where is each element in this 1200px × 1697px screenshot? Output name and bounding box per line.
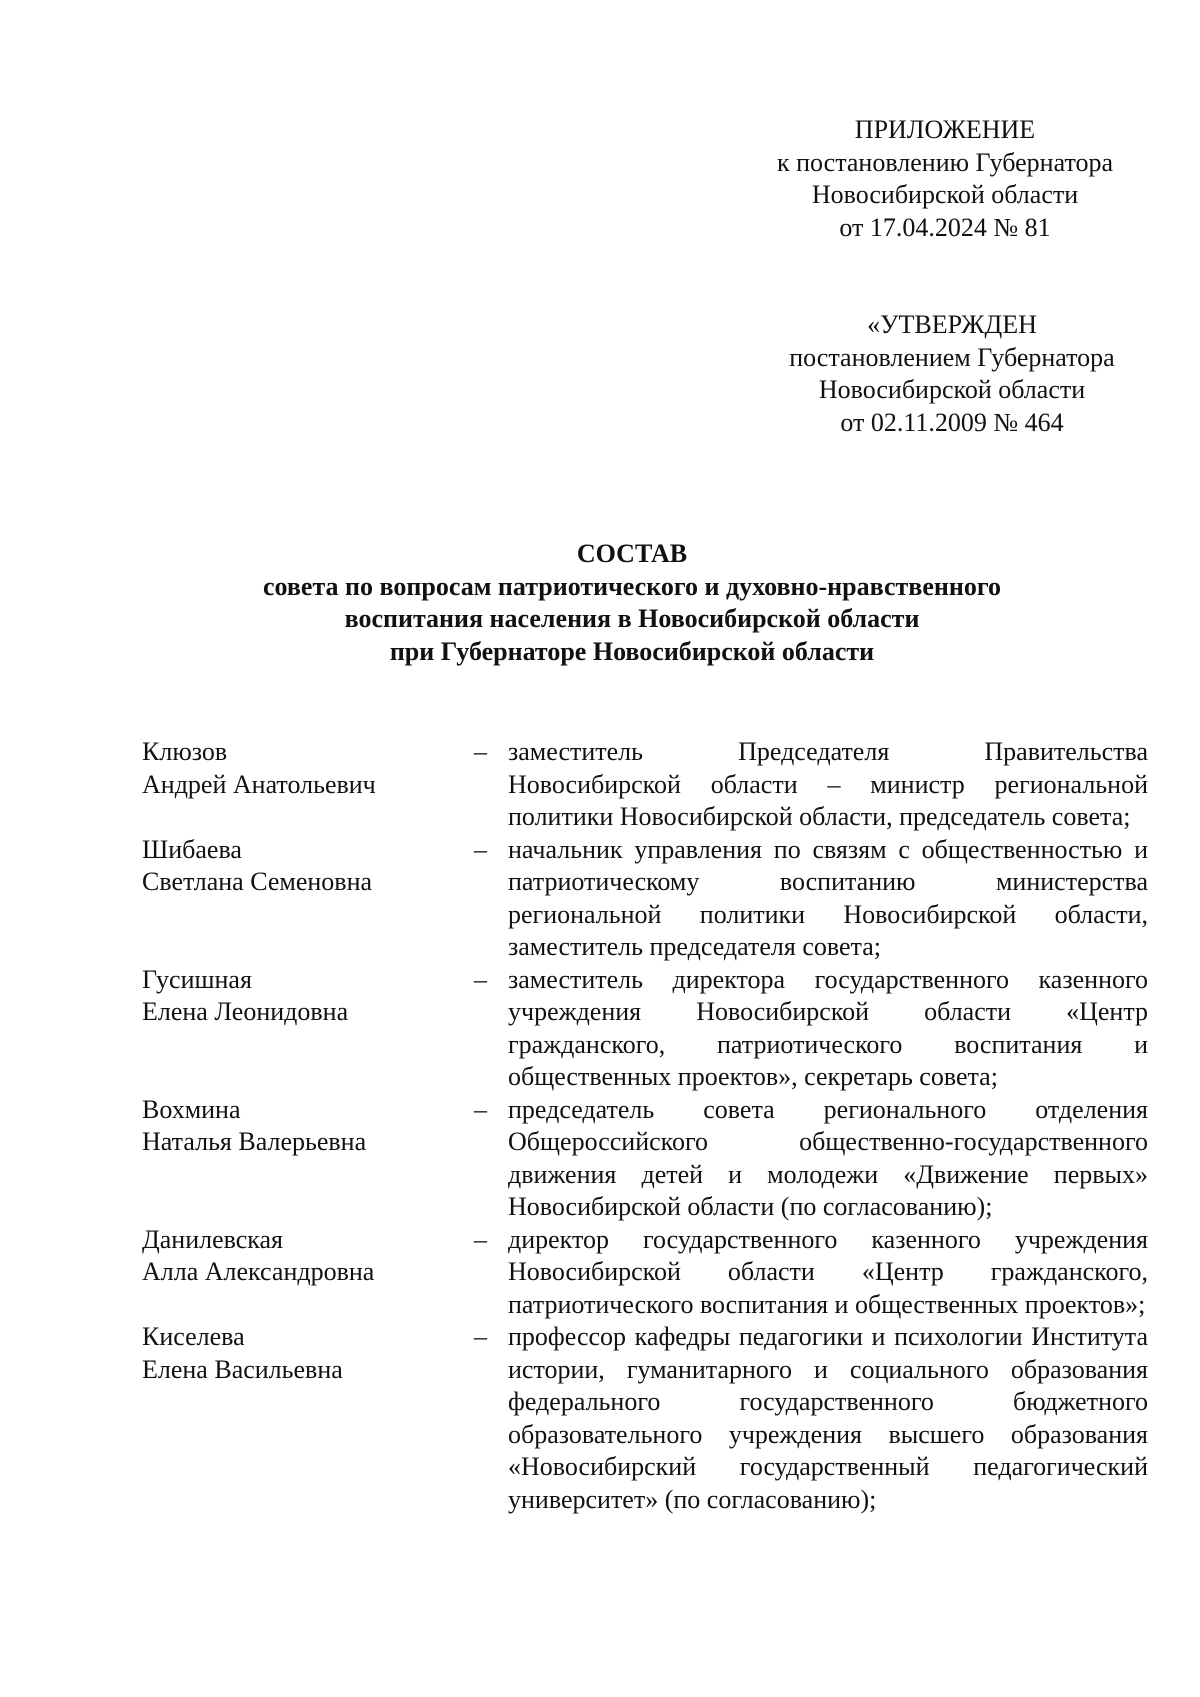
member-dash: – (474, 964, 487, 994)
approved-line-2: Новосибирской области (818, 375, 1086, 404)
member-entry (142, 964, 1148, 1094)
member-given-names: Светлана Семеновна (142, 867, 373, 896)
member-dash: – (474, 1094, 487, 1124)
member-name (142, 964, 464, 1094)
member-given-names: Алла Александровна (142, 1257, 375, 1286)
member-name (142, 1094, 464, 1224)
member-role: директор государственного казенного учреждения Новосибирской области «Центр гражданского, патриотического воспитания и общественных проектов»; (508, 1224, 1148, 1319)
member-surname: Гусишная (142, 964, 252, 994)
member-name (142, 736, 464, 834)
title-heading: СОСТАВ (576, 539, 688, 568)
member-role: заместитель директора государственного казенного учреждения Новосибирской области «Центр гражданского, патриотического воспитания и общественных проектов», секретарь совета; (508, 964, 1148, 1091)
document-title (0, 538, 1200, 668)
member-given-names: Андрей Анатольевич (142, 769, 376, 799)
member-given-names: Наталья Валерьевна (142, 1127, 367, 1156)
appendix-line-2: Новосибирской области (811, 180, 1079, 209)
member-role: заместитель Председателя Правительства Новосибирской области – министр региональной политики Новосибирской области, председатель совета; (508, 737, 1148, 831)
member-given-names: Елена Леонидовна (142, 997, 349, 1026)
member-name (142, 1224, 464, 1322)
member-dash: – (474, 1322, 487, 1351)
member-surname: Клюзов (142, 737, 228, 766)
appendix-line-3: от 17.04.2024 № 81 (839, 212, 1051, 242)
appendix-line-1: к постановлению Губернатора (776, 147, 1114, 177)
appendix-header (745, 114, 1145, 244)
members-list (142, 736, 1148, 1516)
member-dash: – (474, 737, 487, 766)
member-surname: Данилевская (142, 1224, 284, 1254)
member-surname: Вохмина (142, 1094, 241, 1124)
approved-heading: «УТВЕРЖДЕН (867, 310, 1037, 339)
title-line-2: воспитания населения в Новосибирской области (344, 604, 920, 633)
appendix-heading: ПРИЛОЖЕНИЕ (854, 115, 1036, 144)
member-entry (142, 1321, 1148, 1516)
member-role: профессор кафедры педагогики и психологии Института истории, гуманитарного и социального образования федерального государственного бюджетного образовательного учреждения высшего образования «Новосибирский государственный педагогический университет» (по согласованию); (508, 1322, 1148, 1514)
member-entry (142, 1224, 1148, 1322)
title-line-3: при Губернаторе Новосибирской области (389, 636, 875, 666)
member-name (142, 834, 464, 964)
member-role: начальник управления по связям с общественностью и патриотическому воспитанию министерства региональной политики Новосибирской области, заместитель председателя совета; (508, 834, 1148, 961)
member-name (142, 1321, 464, 1516)
member-role: председатель совета регионального отделения Общероссийского общественно-государственного движения детей и молодежи «Движение первых» Новосибирской области (по согласованию); (508, 1094, 1148, 1221)
member-dash: – (474, 1224, 487, 1254)
approved-line-3: от 02.11.2009 № 464 (840, 407, 1064, 437)
member-given-names: Елена Васильевна (142, 1354, 343, 1384)
title-line-1: совета по вопросам патриотического и духовно-нравственного (262, 571, 1001, 601)
member-entry (142, 736, 1148, 834)
approved-header (752, 309, 1152, 439)
member-entry (142, 1094, 1148, 1224)
member-surname: Шибаева (142, 834, 242, 864)
member-dash: – (474, 834, 487, 864)
member-surname: Киселева (142, 1322, 245, 1351)
member-entry (142, 834, 1148, 964)
approved-line-1: постановлением Губернатора (789, 342, 1115, 372)
